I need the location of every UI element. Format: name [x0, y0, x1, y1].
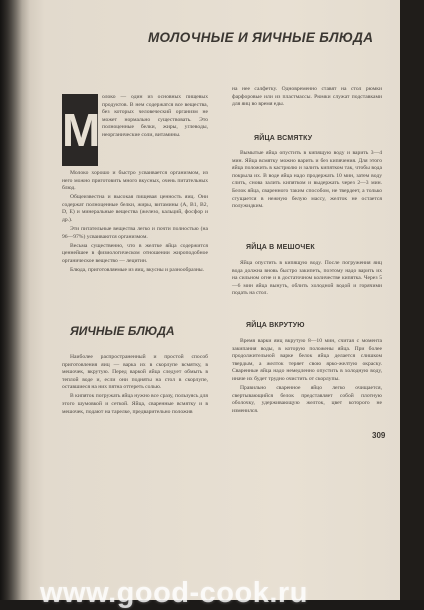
intro-text — [62, 170, 208, 276]
subsection-title-soft-boiled: ЯЙЦА ВСМЯТКУ — [254, 135, 313, 142]
watermark: www.good-cook.ru — [40, 577, 308, 609]
hard-boiled-paragraph-2: Правильно сваренное яйцо легко очищается, свертывающийся белок представляет собой плотную оболочку, удерживающую желток, цвет которого не изменился. — [232, 385, 382, 414]
page-number: 309 — [372, 431, 386, 440]
soft-boiled-text — [232, 150, 382, 212]
medium-boiled-text — [232, 260, 382, 299]
intro-paragraph-3: Общеизвестна и высокая пищевая ценность яиц. Они содержат полноценные белки, жиры, витамины (А, В1, В2, D, Е) и минеральные вещества (железо, кальций, фосфор и др.). — [62, 194, 208, 224]
intro-paragraph-5: Весьма существенно, что в желтке яйца содержится ценнейшее в физиологическом отношении жироподобное органическое вещество — лецитин. — [62, 242, 208, 265]
soft-boiled-paragraph: Вымытые яйца опустить в кипящую воду и варить 3—4 мин. Яйца всмятку можно варить и без кипячения. Для этого яйца положить в кастрюлю и залить кипятком так, чтобы вода покрыла их. В воде яйца надо продержать 10 мин, затем воду слить, снова залить кипятком и выдержать через 2—3 мин. Белок яйца, сваренного таким способом, не твердеет, а только сгущается в нежную белую массу, желток не остается полужидким. — [232, 150, 382, 210]
subsection-title-hard-boiled: ЯЙЦА ВКРУТУЮ — [246, 322, 305, 329]
intro-paragraph-1: олоко — один из основных пищевых продуктов. В нем содержатся все вещества, без которых человеческий организм не может нормально существовать. Это полноценные белки, жиры, углеводы, неорганические соли, витамины. — [102, 94, 208, 138]
intro-paragraph-4: Эти питательные вещества легко и почти полностью (на 96—97%) усваиваются организмом. — [62, 226, 208, 240]
medium-boiled-paragraph: Яйца опустить в кипящую воду. После погружения яиц вода должна вновь быстро закипеть, поэтому надо варить их на сильном огне и в достаточном количестве кипятка. Через 5—6 мин яйца вынуть, облить холодной водой и горячими подать на стол. — [232, 260, 382, 297]
egg-paragraph-1: Наиболее распространенный и простой способ приготовления яиц — варка их в скорлупе всмятку, в мешочек, вкрутую. Перед варкой яйца следует обмыть в теплой воде и, если они подняты на стол в скорлупе, оставшиеся на них пятна оттереть солью. — [62, 354, 208, 391]
section-title-egg-dishes: ЯИЧНЫЕ БЛЮДА — [70, 324, 175, 338]
hard-boiled-paragraph-1: Время варки яиц вкрутую 8—10 мин, считая с момента закипания воды, в которую положены яйца. При более продолжительной варке белок яйца делается слишком твердым, а желток теряет свою ярко-желтую окраску. Сваренные яйца надо немедленно опустить в холодную воду, иначе их будет трудно очистить от скорлупы. — [232, 338, 382, 382]
subsection-title-medium-boiled: ЯЙЦА В МЕШОЧЕК — [246, 244, 315, 251]
page-title: МОЛОЧНЫЕ И ЯИЧНЫЕ БЛЮДА — [148, 30, 374, 45]
egg-paragraph-2: В кипяток погружать яйца нужно все сразу, пользуясь для этого шумовкой и сеткой. Яйца, сваренные всмятку и в мешочек, подают на тарелке, предварительно положив — [62, 393, 208, 415]
drop-cap: М — [62, 94, 98, 166]
right-intro-paragraph: на нее салфетку. Одновременно ставят на стол рюмки фарфоровые или из пластмассы. Рюмки служат подставками для яиц во время еды. — [232, 86, 382, 108]
page-fold-shadow — [0, 0, 30, 600]
intro-paragraph-6: Блюда, приготовляемые из яиц, вкусны и разнообразны. — [70, 267, 204, 274]
egg-dishes-text — [62, 354, 208, 418]
right-intro-text — [232, 86, 382, 110]
hard-boiled-text — [232, 338, 382, 417]
intro-text-narrow — [102, 94, 208, 141]
background-edge — [400, 0, 424, 600]
intro-paragraph-2: Молоко хорошо и быстро усваивается организмом, из него можно приготовить много вкусных, очень питательных блюд. — [62, 170, 208, 192]
